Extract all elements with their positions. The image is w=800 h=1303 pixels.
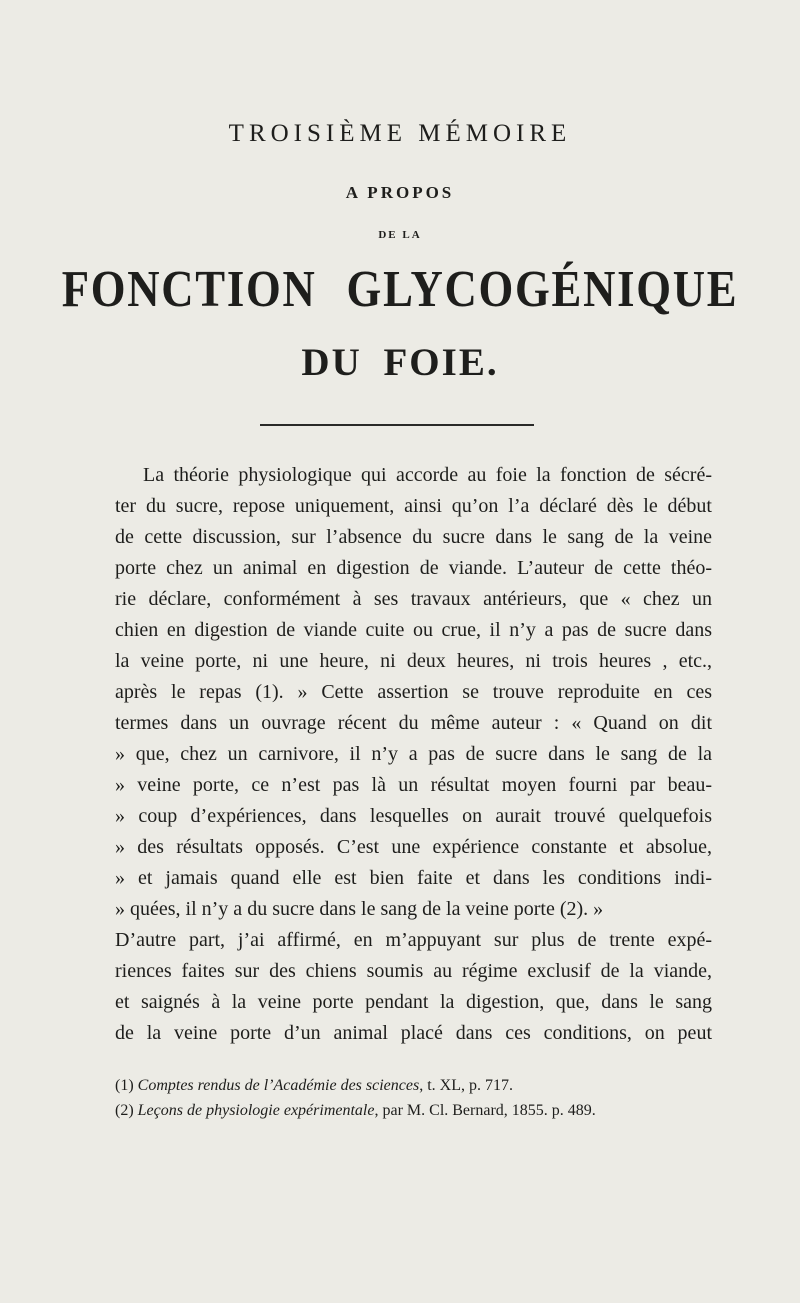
text-line: de la veine porte d’un animal placé dans ces conditions, on peut	[115, 1022, 712, 1044]
text-line: de cette discussion, sur l’absence du sucre dans le sang de la veine	[115, 526, 712, 548]
footnotes	[115, 1073, 712, 1123]
footnote-title: Comptes rendus de l’Académie des sciences	[137, 1077, 420, 1094]
text-line: » que, chez un carnivore, il n’y a pas de sucre dans le sang de la	[115, 743, 712, 765]
text-line: D’autre part, j’ai affirmé, en m’appuyant sur plus de trente expé-	[115, 929, 712, 951]
subtitle-a-propos: A PROPOS	[345, 183, 455, 202]
text-line: chien en digestion de viande cuite ou crue, il n’y a pas de sucre dans	[115, 619, 712, 641]
text-line: rie déclare, conformément à ses travaux antérieurs, que « chez un	[115, 588, 712, 610]
text-line: termes dans un ouvrage récent du même auteur : « Quand on dit	[115, 712, 712, 734]
text-line: la veine porte, ni une heure, ni deux heures, ni trois heures , etc.,	[115, 650, 712, 672]
text-line: et saignés à la veine porte pendant la digestion, que, dans le sang	[115, 991, 712, 1013]
text-line: La théorie physiologique qui accorde au foie la fonction de sécré-	[143, 464, 712, 486]
text-line: après le repas (1). » Cette assertion se trouve reproduite en ces	[115, 681, 712, 703]
memoir-title: TROISIÈME MÉMOIRE	[228, 120, 572, 147]
text-line: ter du sucre, repose uniquement, ainsi qu’on l’a déclaré dès le début	[115, 495, 712, 517]
text-line: » et jamais quand elle est bien faite et dans les conditions indi-	[115, 867, 712, 889]
footnote-reference: , par M. Cl. Bernard, 1855. p. 489.	[374, 1102, 596, 1119]
footnote-title: Leçons de physiologie expérimentale	[137, 1102, 375, 1119]
footnote-2	[115, 1098, 712, 1123]
main-title: FONCTION GLYCOGÉNIQUE	[61, 261, 739, 318]
text-line: » coup d’expériences, dans lesquelles on aurait trouvé quelquefois	[115, 805, 712, 827]
text-line: riences faites sur des chiens soumis au régime exclusif de la viande,	[115, 960, 712, 982]
subtitle-de-la: DE LA	[378, 229, 422, 241]
body-text	[115, 460, 712, 1049]
text-line: » veine porte, ce n’est pas là un résultat moyen fourni par beau-	[115, 774, 712, 796]
main-title-continued: DU FOIE.	[301, 341, 499, 384]
text-line: » des résultats opposés. C’est une expérience constante et absolue,	[115, 836, 712, 858]
footnote-1	[115, 1073, 712, 1098]
footnote-number: (2)	[115, 1102, 134, 1119]
footnote-reference: , t. XL, p. 717.	[419, 1077, 513, 1094]
text-line: porte chez un animal en digestion de viande. L’auteur de cette théo-	[115, 557, 712, 579]
title-divider	[260, 424, 534, 426]
footnote-number: (1)	[115, 1077, 134, 1094]
text-line: » quées, il n’y a du sucre dans le sang de la veine porte (2). »	[115, 898, 604, 920]
